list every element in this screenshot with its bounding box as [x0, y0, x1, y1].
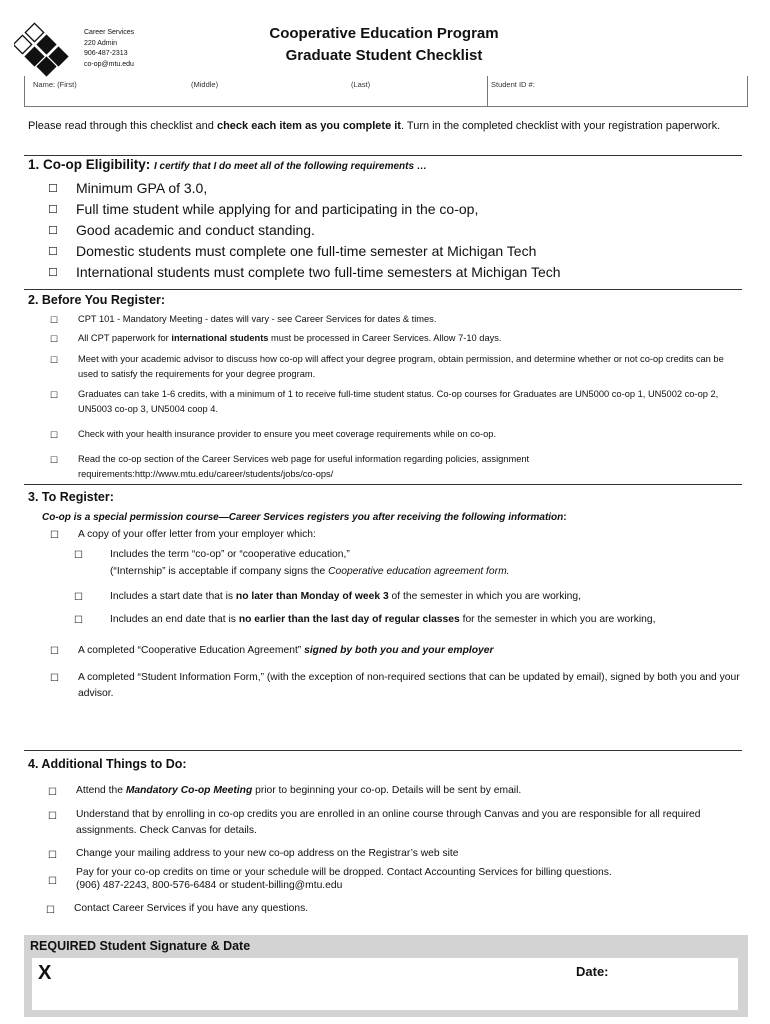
- to-register-agreement: [78, 643, 493, 659]
- section-1-subtitle: I certify that I do meet all of the following requirements …: [154, 161, 427, 172]
- end-date-bold: no earlier than the last day of regular classes: [238, 614, 460, 625]
- checkbox-end-date[interactable]: ☐: [74, 615, 83, 626]
- section-1-heading: [28, 157, 427, 172]
- start-date-bold: no later than Monday of week 3: [235, 591, 389, 602]
- section-3-heading: 3. To Register:: [28, 490, 114, 504]
- offer-item-internship-note: [110, 564, 510, 580]
- checkbox-offer-letter[interactable]: ☐: [50, 530, 59, 541]
- career-services-logo: [14, 22, 82, 78]
- section-3-subtitle: Co-op is a special permission course—Career Services registers you after receiving the following information: [42, 512, 564, 523]
- to-register-offer-letter: A copy of your offer letter from your employer which:: [78, 529, 316, 540]
- checkbox-full-time[interactable]: ☐: [48, 204, 58, 216]
- checkbox-canvas[interactable]: ☐: [48, 811, 57, 822]
- cpt-paperwork-text-1: All CPT paperwork for: [78, 333, 172, 343]
- additional-item-meeting: [76, 783, 521, 799]
- offer-item-start-date: [110, 589, 581, 605]
- checkbox-standing[interactable]: ☐: [48, 225, 58, 237]
- offer-item-end-date: [110, 612, 655, 628]
- checkbox-web-page[interactable]: ☐: [50, 455, 59, 465]
- section-2-rule: [24, 289, 742, 290]
- register-item-advisor: Meet with your academic advisor to discuss how co-op will affect your degree program, obtain permission, and determine whether or not co-op credits can be used to satisfy the requirements for your degree program.: [78, 354, 724, 379]
- additional-item-canvas: Understand that by enrolling in co-op credits you are enrolled in an online course through Canvas and you are responsible for all required assignments. Check Canvas for details.: [76, 809, 701, 836]
- title-line-1: Cooperative Education Program: [269, 25, 499, 42]
- start-date-text-1: Includes a start date that is: [110, 591, 236, 602]
- intro-bold: check each item as you complete it: [216, 120, 401, 132]
- checkbox-international[interactable]: ☐: [48, 267, 58, 279]
- intro-text-1: Please read through this checklist and: [28, 120, 217, 132]
- signature-field[interactable]: [32, 958, 738, 1010]
- intro-paragraph: [28, 118, 728, 134]
- title-line-2: Graduate Student Checklist: [285, 47, 483, 64]
- section-1-title: 1. Co-op Eligibility:: [28, 157, 154, 172]
- section-4-rule: [24, 750, 742, 751]
- end-date-text-1: Includes an end date that is: [110, 614, 239, 625]
- eligibility-item-standing: Good academic and conduct standing.: [76, 222, 315, 238]
- checkbox-domestic[interactable]: ☐: [48, 246, 58, 258]
- section-1-rule: [24, 155, 742, 156]
- checkbox-info-form[interactable]: ☐: [50, 673, 59, 684]
- agreement-text: A completed “Cooperative Education Agreement”: [78, 645, 305, 656]
- eligibility-item-full-time: Full time student while applying for and participating in the co-op,: [76, 201, 479, 217]
- section-2-heading: 2. Before You Register:: [28, 293, 166, 307]
- last-name-field[interactable]: (Last): [351, 80, 371, 89]
- eligibility-item-gpa: Minimum GPA of 3.0,: [76, 180, 208, 196]
- register-item-web-page: Read the co-op section of the Career Services web page for useful information regarding policies, assignment requirements:http://www.mtu.edu/career/students/jobs/co-ops/: [78, 454, 530, 479]
- internship-note-form: Cooperative education agreement form.: [328, 566, 510, 577]
- additional-item-address: Change your mailing address to your new co-op address on the Registrar’s web site: [76, 848, 459, 859]
- additional-item-billing: [76, 866, 736, 892]
- offer-item-coop-term: Includes the term “co-op” or “cooperative education,”: [110, 549, 350, 560]
- start-date-text-2: of the semester in which you are working,: [388, 591, 581, 602]
- checkbox-billing[interactable]: ☐: [48, 876, 57, 887]
- contact-email: co-op@mtu.edu: [84, 60, 134, 68]
- signature-x-mark: X: [38, 962, 52, 984]
- register-item-credits: Graduates can take 1-6 credits, with a minimum of 1 to receive full-time student status. Co-op courses for Graduates are UN5000 co-op 1, UN5002 co-op 2, UN5003 co-op 3, UN5004 coop 4.: [78, 389, 719, 414]
- eligibility-item-domestic: Domestic students must complete one full-time semester at Michigan Tech: [76, 243, 537, 259]
- contact-info: [84, 28, 134, 70]
- agreement-bold: signed by both you and your employer: [304, 645, 494, 656]
- intro-text-2: . Turn in the completed checklist with your registration paperwork.: [400, 120, 721, 132]
- meeting-bold: Mandatory Co-op Meeting: [125, 785, 253, 796]
- meeting-text-2: prior to beginning your co-op. Details will be sent by email.: [252, 785, 522, 796]
- checkbox-address[interactable]: ☐: [48, 850, 57, 861]
- checkbox-coop-term[interactable]: ☐: [74, 550, 83, 561]
- meeting-text-1: Attend the: [76, 785, 126, 796]
- contact-phone: 906-487-2313: [84, 50, 128, 57]
- student-name-box: [24, 76, 748, 107]
- student-id-field[interactable]: Student ID #:: [491, 80, 535, 89]
- checkbox-gpa[interactable]: ☐: [48, 183, 58, 195]
- additional-item-contact: Contact Career Services if you have any questions.: [74, 903, 309, 914]
- billing-line-1: Pay for your co-op credits on time or your schedule will be dropped. Contact Accounting Services for billing questions.: [76, 867, 612, 878]
- date-label: Date:: [576, 964, 609, 979]
- document-title: [234, 25, 534, 64]
- name-id-divider: [487, 76, 488, 106]
- internship-note-text: (“Internship” is acceptable if company signs the: [110, 566, 329, 577]
- register-item-cpt-paperwork: [78, 331, 728, 346]
- checkbox-advisor[interactable]: ☐: [50, 355, 59, 365]
- contact-room: 220 Admin: [84, 39, 118, 47]
- checkbox-cpt-meeting[interactable]: ☐: [50, 315, 59, 325]
- cpt-paperwork-bold: international students: [171, 333, 269, 343]
- section-3-rule: [24, 484, 742, 485]
- middle-name-field[interactable]: (Middle): [191, 80, 219, 89]
- checkbox-meeting[interactable]: ☐: [48, 787, 57, 798]
- signature-heading: REQUIRED Student Signature & Date: [30, 939, 251, 953]
- register-item-cpt-meeting: CPT 101 - Mandatory Meeting - dates will vary - see Career Services for dates & times.: [78, 314, 437, 324]
- checkbox-agreement[interactable]: ☐: [50, 646, 59, 657]
- checkbox-contact[interactable]: ☐: [46, 905, 55, 916]
- to-register-info-form: A completed “Student Information Form,” (with the exception of non-required sections that can be updated by email), signed by both you and your advisor.: [78, 672, 740, 699]
- eligibility-item-international: International students must complete two full-time semesters at Michigan Tech: [76, 264, 561, 280]
- section-3-subheading: [42, 512, 567, 523]
- cpt-paperwork-text-2: must be processed in Career Services. Allow 7-10 days.: [268, 333, 502, 343]
- section-3-colon: :: [563, 512, 567, 523]
- checkbox-credits[interactable]: ☐: [50, 390, 59, 400]
- section-4-heading: 4. Additional Things to Do:: [28, 757, 187, 771]
- checkbox-insurance[interactable]: ☐: [50, 430, 59, 440]
- first-name-field[interactable]: Name: (First): [33, 80, 77, 89]
- checkbox-cpt-paperwork[interactable]: ☐: [50, 334, 59, 344]
- checkbox-start-date[interactable]: ☐: [74, 592, 83, 603]
- register-item-insurance: Check with your health insurance provider to ensure you meet coverage requirements while on co-op.: [78, 429, 497, 439]
- contact-office: Career Services: [84, 29, 135, 36]
- billing-line-2: (906) 487-2243, 800-576-6484 or student-billing@mtu.edu: [76, 880, 343, 891]
- end-date-text-2: for the semester in which you are working,: [459, 614, 656, 625]
